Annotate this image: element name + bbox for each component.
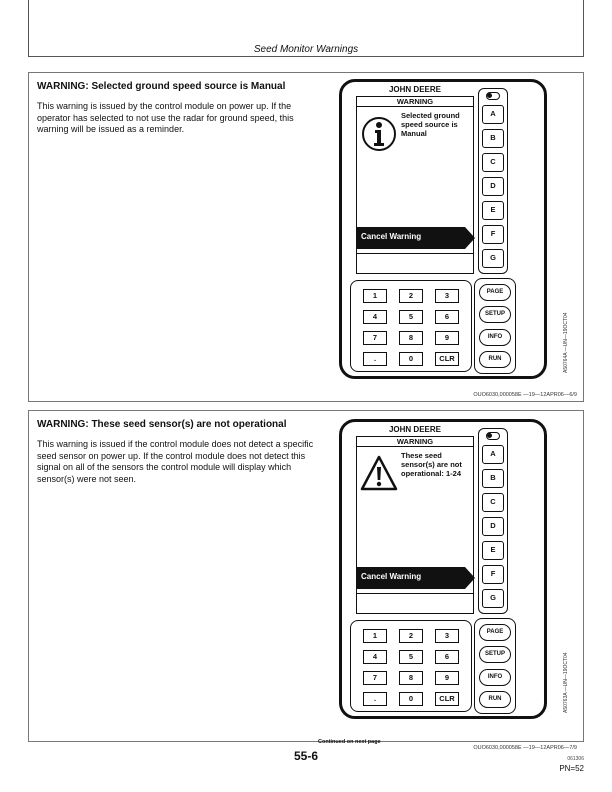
key-clr[interactable]: CLR <box>435 352 459 366</box>
softkey-d[interactable]: D <box>482 177 504 196</box>
key-9[interactable]: 9 <box>435 671 459 685</box>
softkey-c[interactable]: C <box>482 493 504 512</box>
section-body: This warning is issued by the control module on power up. If the operator has selected to not use the radar for ground speed, this warning will be issued as a reminder. <box>37 101 294 134</box>
softkey-f[interactable]: F <box>482 225 504 244</box>
screen-message: Selected ground speed source is Manual <box>401 111 460 138</box>
cancel-warning-label: Cancel Warning <box>361 232 422 241</box>
info-button[interactable]: INFO <box>479 329 511 346</box>
run-button[interactable]: RUN <box>479 351 511 368</box>
softkey-b[interactable]: B <box>482 129 504 148</box>
key-2[interactable]: 2 <box>399 629 423 643</box>
key-9[interactable]: 9 <box>435 331 459 345</box>
softkey-a[interactable]: A <box>482 445 504 464</box>
info-icon <box>360 115 398 153</box>
figure-code: A50764A —UN—19OCT04 <box>563 312 569 373</box>
warning-triangle-icon <box>360 455 398 493</box>
key-0[interactable]: 0 <box>399 352 423 366</box>
setup-button[interactable]: SETUP <box>479 306 511 323</box>
key-5[interactable]: 5 <box>399 650 423 664</box>
run-button[interactable]: RUN <box>479 691 511 708</box>
figure-reference: OUO6030,000058E —19—12APR06—7/9 <box>473 745 577 751</box>
key-4[interactable]: 4 <box>363 650 387 664</box>
figure-code: A50763A —UN—19OCT04 <box>563 652 569 713</box>
key-5[interactable]: 5 <box>399 310 423 324</box>
softkey-f[interactable]: F <box>482 565 504 584</box>
info-button[interactable]: INFO <box>479 669 511 686</box>
key-3[interactable]: 3 <box>435 289 459 303</box>
brightness-toggle-icon[interactable] <box>486 432 500 440</box>
key-1[interactable]: 1 <box>363 629 387 643</box>
display-device <box>339 79 547 379</box>
device-screen <box>356 436 474 614</box>
page-button[interactable]: PAGE <box>479 284 511 301</box>
screen-title: WARNING <box>357 97 473 107</box>
page-button[interactable]: PAGE <box>479 624 511 641</box>
page-header-title: Seed Monitor Warnings <box>253 44 359 55</box>
key-2[interactable]: 2 <box>399 289 423 303</box>
setup-button[interactable]: SETUP <box>479 646 511 663</box>
cancel-warning-label: Cancel Warning <box>361 572 422 581</box>
screen-message: These seed sensor(s) are not operational: 1-24 <box>401 451 462 478</box>
key-1[interactable]: 1 <box>363 289 387 303</box>
softkey-c[interactable]: C <box>482 153 504 172</box>
numeric-keypad <box>350 620 472 712</box>
device-brand: JOHN DEERE <box>388 85 441 94</box>
section-title: WARNING: These seed sensor(s) are not operational <box>37 419 287 430</box>
brightness-toggle-icon[interactable] <box>486 92 500 100</box>
key-3[interactable]: 3 <box>435 629 459 643</box>
cancel-warning-button[interactable] <box>357 227 477 249</box>
key-8[interactable]: 8 <box>399 331 423 345</box>
display-device <box>339 419 547 719</box>
screen-title: WARNING <box>357 437 473 447</box>
section-title: WARNING: Selected ground speed source is Manual <box>37 81 286 92</box>
softkey-panel <box>478 88 508 274</box>
softkey-d[interactable]: D <box>482 517 504 536</box>
screen-divider <box>357 593 473 594</box>
screen-divider <box>357 253 473 254</box>
device-brand: JOHN DEERE <box>388 425 441 434</box>
key-8[interactable]: 8 <box>399 671 423 685</box>
key-0[interactable]: 0 <box>399 692 423 706</box>
key-clr[interactable]: CLR <box>435 692 459 706</box>
softkey-panel <box>478 428 508 614</box>
softkey-e[interactable]: E <box>482 201 504 220</box>
mode-key-panel <box>474 278 516 374</box>
warning-section-seed-sensors <box>28 410 584 751</box>
header-rule <box>28 56 584 57</box>
device-screen <box>356 96 474 274</box>
mode-key-panel <box>474 618 516 714</box>
softkey-b[interactable]: B <box>482 469 504 488</box>
cancel-warning-button[interactable] <box>357 567 477 589</box>
page-pn: PN=52 <box>559 764 584 773</box>
page-number: 55-6 <box>293 749 319 763</box>
numeric-keypad <box>350 280 472 372</box>
key-4[interactable]: 4 <box>363 310 387 324</box>
continued-note: Continued on next page <box>318 739 381 745</box>
softkey-g[interactable]: G <box>482 589 504 608</box>
softkey-g[interactable]: G <box>482 249 504 268</box>
section-body: This warning is issued if the control module does not detect a specific seed sensor on power up. If the control module does not detect this signal on all of the sensors the control module will display which sensor(s) were not seen. <box>37 439 314 484</box>
key-decimal[interactable]: . <box>363 692 387 706</box>
key-7[interactable]: 7 <box>363 671 387 685</box>
key-6[interactable]: 6 <box>435 650 459 664</box>
key-7[interactable]: 7 <box>363 331 387 345</box>
figure-reference: OUO6030,000058E —19—12APR06—6/9 <box>473 392 577 398</box>
softkey-a[interactable]: A <box>482 105 504 124</box>
key-decimal[interactable]: . <box>363 352 387 366</box>
softkey-e[interactable]: E <box>482 541 504 560</box>
footer-code: 061306 <box>567 756 584 762</box>
key-6[interactable]: 6 <box>435 310 459 324</box>
warning-section-manual-speed <box>28 72 584 402</box>
